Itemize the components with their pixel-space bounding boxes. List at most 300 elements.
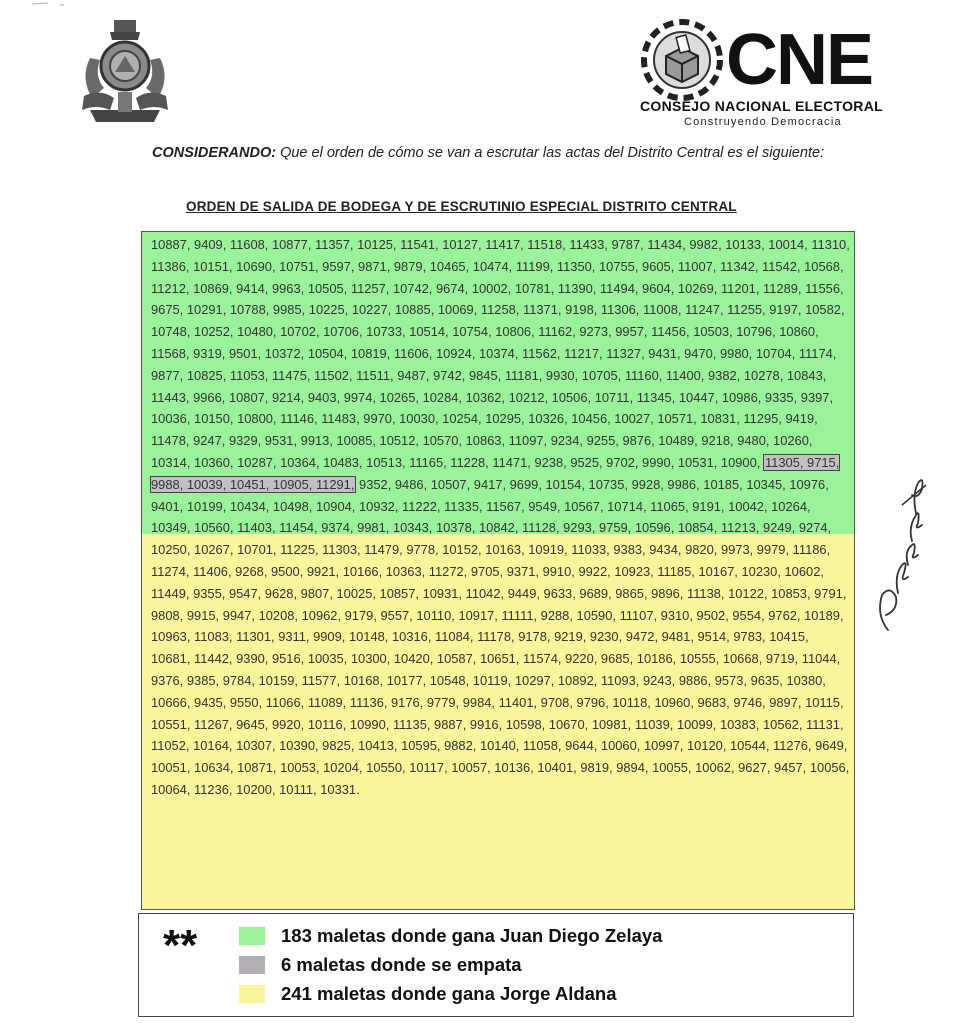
ballot-number: 10119, <box>472 672 512 688</box>
ballot-number: 9645, <box>236 716 269 732</box>
ballot-number: 10681, <box>151 651 191 667</box>
ballot-number: 10110, <box>416 607 455 623</box>
ballot-number: 11089, <box>307 694 347 710</box>
ballot-number: 9573, <box>714 672 747 688</box>
ballot-number: 10513, <box>366 454 406 470</box>
ballot-number: 11162, <box>538 324 576 340</box>
ballot-number: 9501, <box>228 345 262 361</box>
ballot-number: 10287, <box>237 454 277 470</box>
ballot-number: 11044, <box>801 651 841 667</box>
ballot-number: 10981, <box>591 716 632 732</box>
ballot-number: 9502, <box>696 607 729 623</box>
ballot-number: 9886, <box>678 672 712 688</box>
considerando-paragraph <box>152 140 852 166</box>
ballot-number: 9633, <box>543 585 576 601</box>
ballot-number: 10314, <box>151 454 191 470</box>
ballot-number: 10704, <box>755 345 796 361</box>
ballot-number: 9550, <box>229 694 263 710</box>
ballot-number: 9921, <box>306 563 340 579</box>
ballot-number: 10125, <box>357 237 397 252</box>
ballot-number: 9214, <box>271 389 305 405</box>
ballot-number: 9230, <box>589 629 623 645</box>
ballot-number: 9597, <box>322 258 355 274</box>
ballot-number: 9176, <box>391 694 424 710</box>
ballot-number: 9417, <box>473 476 507 492</box>
ballot-number: 9896, <box>651 585 684 601</box>
ballot-number: 9514, <box>697 629 730 645</box>
organization-motto: Construyendo Democracia <box>684 116 842 128</box>
cne-acronym: CNE <box>726 20 873 100</box>
ballot-number: 10154, <box>545 476 585 492</box>
ballot-number: 10742, <box>392 280 433 296</box>
ballot-number: 11556, <box>805 280 844 296</box>
ballot-number: 10115, <box>805 694 844 710</box>
ballot-number: 11165, <box>409 454 447 470</box>
ballot-number: 10587, <box>436 651 477 667</box>
ballot-number: 10503, <box>693 324 733 340</box>
ballot-number: 9554, <box>732 607 765 623</box>
ballot-order-list <box>141 231 855 910</box>
ballot-number: 11417, <box>485 237 524 252</box>
ballot-number: 10634, <box>194 760 234 776</box>
ballot-number: 10053, <box>280 760 320 776</box>
ballot-number: 10735, <box>588 476 628 492</box>
ballot-number: 10148, <box>348 629 389 645</box>
ballot-number: 10871, <box>237 760 277 776</box>
ballot-number: 10498, <box>272 498 313 514</box>
ballot-number: 10326, <box>528 411 568 427</box>
ballot-number: 10531, <box>677 454 718 470</box>
ballot-number: 10204, <box>323 760 363 776</box>
ballot-number: 10917, <box>458 607 498 623</box>
ballot-number: 10133, <box>725 237 765 252</box>
ballot-number: 9699, <box>509 476 542 492</box>
ballot-number: 9913, <box>300 433 333 449</box>
ballot-number: 9311, <box>278 629 310 645</box>
ballot-number: 10343, <box>392 520 433 536</box>
ballot-number: 10489, <box>658 433 698 449</box>
ballot-number: 9990, <box>642 454 675 470</box>
ballot-number: 10030, <box>399 411 439 427</box>
ballot-number: 9234, <box>550 433 583 449</box>
ballot-number: 10887, <box>151 237 191 252</box>
ballot-number: 10164, <box>193 738 233 754</box>
ballot-number: 10733, <box>366 324 406 340</box>
ballot-number: 10062, <box>695 760 735 776</box>
ballot-number: 10025, <box>336 585 376 601</box>
ballot-number: 9382, <box>708 367 741 383</box>
ballot-number: 10295, <box>485 411 525 427</box>
ballot-number: 10560, <box>194 520 234 536</box>
ballot-number: 9762, <box>768 607 801 623</box>
ballot-number: 10590, <box>576 607 616 623</box>
ballot-number: 10869, <box>193 280 233 296</box>
ballot-number: 9742, <box>433 367 466 383</box>
ballot-number: 9355, <box>193 585 226 601</box>
ballot-number: 10456, <box>571 411 611 427</box>
ballot-number: 9930, <box>545 367 579 383</box>
ballot-number: 11186, <box>792 542 831 558</box>
ballot-number: 9791, <box>814 585 847 601</box>
ballot-number: 10781, <box>514 280 555 296</box>
ballot-number: 11310, <box>811 237 850 252</box>
ballot-number: 10168, <box>343 672 384 688</box>
ballot-number: 11301, <box>236 629 275 645</box>
ballot-number: 9819, <box>580 760 613 776</box>
ballot-number: 10900, <box>720 454 761 470</box>
ballot-number: 9746, <box>733 694 766 710</box>
ballot-number: 11475, <box>271 367 311 383</box>
ballot-number: 9876, <box>622 433 655 449</box>
ballot-number: 10413, <box>358 738 398 754</box>
ballot-number: 11454, <box>279 520 318 536</box>
ballot-number: 10504, <box>307 345 348 361</box>
ballot-number: 10990, <box>349 716 390 732</box>
ballot-number: 10374, <box>479 345 519 361</box>
ballot-number: 9784, <box>222 672 255 688</box>
ballot-number: 10166, <box>342 563 383 579</box>
considerando-text: Que el orden de cómo se van a escrutar las actas del Distrito Central es el siguiente: <box>276 145 825 161</box>
ballot-number: 10225, <box>308 302 349 318</box>
ballot-number: 9894, <box>616 760 649 776</box>
ballot-number: 10212, <box>508 389 549 405</box>
ballot-number: 9865, <box>615 585 648 601</box>
ballot-number: 10002, <box>471 280 512 296</box>
ballot-number: 9457, <box>774 760 807 776</box>
ballot-number: 9419, <box>785 411 818 427</box>
ballot-number: 11562, <box>522 345 561 361</box>
ballot-number: 10051, <box>151 760 191 776</box>
ballot-number: 11066, <box>265 694 305 710</box>
ballot-number: 9385, <box>186 672 220 688</box>
ballot-number: 10800, <box>237 411 277 427</box>
ballot-number: 9500, <box>271 563 304 579</box>
ballot-number: 9409, <box>194 237 227 252</box>
ballot-number: 10571, <box>657 411 697 427</box>
ballot-number: 10711, <box>594 389 634 405</box>
ballot-number: 11008, <box>643 302 682 318</box>
ballot-number: 9481, <box>661 629 694 645</box>
legend-item-yellow <box>239 982 617 1006</box>
ballot-number: 10364, <box>280 454 320 470</box>
ballot-number: 10514, <box>409 324 449 340</box>
ballot-number: 11174, <box>798 345 837 361</box>
ballot-number: 9915, <box>186 607 220 623</box>
ballot-number: 9288, <box>540 607 573 623</box>
ballot-number: 11357, <box>315 237 354 252</box>
ballot-number: 11135, <box>392 716 431 732</box>
ballot-number: 9922, <box>578 563 611 579</box>
ballot-number: 11217, <box>564 345 603 361</box>
ballot-number: 11403, <box>237 520 276 536</box>
ballot-number: 10118, <box>612 694 651 710</box>
list-title: ORDEN DE SALIDA DE BODEGA Y DE ESCRUTINIO ESPECIAL DISTRITO CENTRAL <box>186 199 737 214</box>
ballot-number: 9979, <box>756 542 790 558</box>
ballot-number: 10480, <box>237 324 277 340</box>
legend-swatch-tie <box>239 956 265 974</box>
signature-icon <box>868 465 928 635</box>
ballot-number: 11267, <box>194 716 233 732</box>
ballot-number: 10363, <box>385 563 426 579</box>
ballot-number: 10796, <box>736 324 776 340</box>
ballot-number: 10056, <box>809 760 850 776</box>
ballot-number: 11335, <box>444 498 483 514</box>
ballot-number: 10036, <box>151 411 191 427</box>
ballot-number: 9220, <box>565 651 598 667</box>
ballot-number: 9649, <box>815 738 848 754</box>
ballot-number: 10702, <box>280 324 320 340</box>
ballot-number: 9604, <box>642 280 675 296</box>
ballot-number: 9963, <box>271 280 305 296</box>
ballot-number: 10706, <box>323 324 363 340</box>
ballot-number: 11272, <box>428 563 468 579</box>
ballot-number: 10208, <box>258 607 299 623</box>
ballot-number: 9825, <box>322 738 355 754</box>
ballot-number: 10060, <box>600 738 641 754</box>
ballot-number: 11511, <box>356 367 394 383</box>
ballot-number: 10885, <box>394 302 435 318</box>
ballot-number: 10465, <box>429 258 470 274</box>
ballot-number: 9335, <box>764 389 798 405</box>
ballot-number: 11178, <box>477 629 515 645</box>
ballot-number: 10372, <box>264 345 305 361</box>
ballot-number: 9179, <box>344 607 377 623</box>
ballot-number: 11478, <box>151 433 190 449</box>
ballot-number: 10331. <box>320 781 360 797</box>
ballot-number: 10602, <box>784 563 824 579</box>
legend-item-green <box>239 924 662 948</box>
ballot-number: 10163, <box>485 542 525 558</box>
ballot-number: 9628, <box>264 585 298 601</box>
ballot-number: 11058, <box>522 738 562 754</box>
ballot-number: 11274, <box>151 563 190 579</box>
ballot-number: 10380, <box>786 672 826 688</box>
ballot-number: 9988, <box>151 476 184 492</box>
ballot-number: 9480, <box>737 433 770 449</box>
ballot-number: 10788, <box>229 302 270 318</box>
ballot-number: 9759, <box>599 520 632 536</box>
ballot-number: 11212, <box>151 280 190 296</box>
ballot-number: 11255, <box>727 302 766 318</box>
ballot-number: 11146, <box>280 411 318 427</box>
ballot-number: 11494, <box>599 280 639 296</box>
ballot-number: 9238, <box>534 454 567 470</box>
ballot-number: 10701, <box>237 542 277 558</box>
ballot-number: 10035, <box>307 651 348 667</box>
ballot-number: 9178, <box>518 629 551 645</box>
ballot-number: 10931, <box>422 585 463 601</box>
ballot-number: 10447, <box>678 389 719 405</box>
ballot-number: 11228, <box>450 454 489 470</box>
ballot-number: 10297, <box>514 672 555 688</box>
ballot-number: 9486, <box>394 476 428 492</box>
ballot-number: 9683, <box>697 694 730 710</box>
ballot-number: 9702, <box>606 454 639 470</box>
ballot-number: 10705, <box>581 367 622 383</box>
ballot-number: 10199, <box>186 498 227 514</box>
ballot-number: 10651, <box>479 651 520 667</box>
ballot-number: 10596, <box>634 520 675 536</box>
ballot-number: 10150, <box>194 411 234 427</box>
ballot-number: 9310, <box>660 607 693 623</box>
ballot-number: 10551, <box>151 716 191 732</box>
legend-marker: ** <box>163 921 198 970</box>
ballot-number: 10751, <box>279 258 319 274</box>
ballot-number: 10568, <box>804 258 844 274</box>
ballot-number: 9947, <box>222 607 255 623</box>
ballot-number: 9472, <box>625 629 659 645</box>
ballot-number: 9383, <box>613 542 646 558</box>
legend-label: 6 maletas donde se empata <box>281 954 522 975</box>
ballot-number: 10842, <box>479 520 519 536</box>
ballot-number: 11401, <box>498 694 538 710</box>
ballot-number: 11276, <box>773 738 812 754</box>
ballot-number: 9243, <box>643 672 676 688</box>
ballot-number: 9487, <box>397 367 430 383</box>
ballot-number: 10415, <box>769 629 809 645</box>
ballot-number: 11181, <box>504 367 543 383</box>
ballot-number: 11257, <box>350 280 390 296</box>
ballot-number: 10152, <box>442 542 482 558</box>
ballot-number: 9783, <box>733 629 766 645</box>
ballot-number: 10962, <box>301 607 342 623</box>
ballot-number: 11131, <box>806 716 844 732</box>
ballot-number: 9516, <box>271 651 305 667</box>
ballot-number: 9434, <box>649 542 682 558</box>
ballot-number: 11608, <box>229 237 269 252</box>
ballot-number: 11518, <box>527 237 566 252</box>
ballot-number: 10474, <box>472 258 513 274</box>
ballot-number: 11247, <box>685 302 724 318</box>
ballot-number: 9689, <box>579 585 612 601</box>
ballot-number: 11350, <box>556 258 596 274</box>
ballot-number: 10754, <box>452 324 492 340</box>
ballot-number: 9970, <box>363 411 396 427</box>
ballot-number: 11222, <box>402 498 441 514</box>
ballot-number: 9274, <box>798 520 832 536</box>
ballot-number: 10670, <box>548 716 589 732</box>
ballot-number: 10819, <box>350 345 391 361</box>
ballot-number: 11542, <box>762 258 801 274</box>
ballot-number: 10919, <box>528 542 568 558</box>
ballot-number: 9531, <box>264 433 298 449</box>
ballot-number: 9984, <box>462 694 495 710</box>
coat-of-arms-icon <box>70 18 180 128</box>
ballot-number: 10550, <box>366 760 406 776</box>
ballot-number: 10378, <box>435 520 476 536</box>
ballot-number: 10349, <box>151 520 191 536</box>
ballot-number: 10200, <box>236 781 276 797</box>
ballot-number: 11138, <box>686 585 725 601</box>
ballot-number: 11136, <box>349 694 388 710</box>
ballot-box-icon <box>640 18 724 102</box>
ballot-number: 9808, <box>151 607 184 623</box>
ballot-number: 10548, <box>429 672 470 688</box>
ballot-number: 11084, <box>435 629 474 645</box>
ballot-number: 10714, <box>607 498 647 514</box>
ballot-number: 11083, <box>194 629 233 645</box>
ballot-number: 9675, <box>151 302 184 318</box>
ballot-number: 9374, <box>321 520 354 536</box>
ballot-number: 11160, <box>624 367 663 383</box>
ballot-number: 9293, <box>563 520 596 536</box>
ballot-number: 10042, <box>728 498 768 514</box>
ballot-number: 10264, <box>771 498 811 514</box>
ballot-number: 9779, <box>426 694 460 710</box>
ballot-number: 11097, <box>508 433 548 449</box>
ballot-numbers <box>151 234 851 801</box>
ballot-number: 10451, <box>229 476 270 492</box>
ballot-number: 9401, <box>151 498 184 514</box>
ballot-number: 10570, <box>422 433 463 449</box>
ballot-number: 10860, <box>779 324 819 340</box>
ballot-number: 10843, <box>786 367 827 383</box>
ballot-number: 9547, <box>228 585 262 601</box>
ballot-number: 10122, <box>728 585 768 601</box>
ballot-number: 11305, <box>764 454 804 470</box>
ballot-number: 10923, <box>614 563 654 579</box>
ballot-number: 11185, <box>657 563 695 579</box>
ballot-number: 9705, <box>470 563 504 579</box>
ballot-number: 11342, <box>719 258 759 274</box>
ballot-number: 9916, <box>469 716 503 732</box>
ballot-number: 10127, <box>442 237 482 252</box>
ballot-number: 10567, <box>564 498 604 514</box>
ballot-number: 9525, <box>570 454 603 470</box>
ballot-number: 11433, <box>569 237 608 252</box>
ballot-number: 10120, <box>686 738 727 754</box>
ballot-number: 9887, <box>434 716 467 732</box>
ballot-number: 10562, <box>763 716 803 732</box>
ballot-number: 10177, <box>386 672 427 688</box>
ballot-number: 10755, <box>599 258 639 274</box>
ballot-number: 9980, <box>719 345 753 361</box>
ballot-number: 9397, <box>800 389 834 405</box>
ballot-number: 10877, <box>271 237 312 252</box>
ballot-number: 11502, <box>314 367 353 383</box>
ballot-number: 10506, <box>551 389 592 405</box>
ballot-number: 11434, <box>647 237 686 252</box>
ballot-number: 9910, <box>542 563 575 579</box>
ballot-number: 11201, <box>720 280 760 296</box>
ballot-number: 9820, <box>685 542 718 558</box>
ballot-number: 10390, <box>279 738 319 754</box>
ballot-number: 10505, <box>307 280 348 296</box>
ballot-number: 9879, <box>393 258 427 274</box>
ballot-number: 10360, <box>194 454 234 470</box>
ballot-number: 10230, <box>741 563 781 579</box>
ballot-number: 10544, <box>730 738 770 754</box>
ballot-number: 10853, <box>771 585 811 601</box>
ballot-number: 11303, <box>322 542 361 558</box>
ballot-number: 10186, <box>636 651 677 667</box>
ballot-number: 9845, <box>468 367 502 383</box>
ballot-number: 10854, <box>677 520 718 536</box>
ballot-number: 10284, <box>422 389 463 405</box>
ballot-number: 11039, <box>634 716 674 732</box>
ballot-number: 10291, <box>186 302 227 318</box>
ballot-number: 9715, <box>807 454 840 470</box>
ballot-number: 10904, <box>315 498 356 514</box>
ballot-number: 10383, <box>719 716 760 732</box>
ballot-number: 11199, <box>515 258 554 274</box>
ballot-number: 9197, <box>769 302 802 318</box>
ballot-number: 11541, <box>400 237 439 252</box>
ballot-number: 11471, <box>492 454 531 470</box>
ballot-number: 10278, <box>743 367 784 383</box>
ballot-number: 10362, <box>465 389 506 405</box>
ballot-number: 10159, <box>258 672 299 688</box>
